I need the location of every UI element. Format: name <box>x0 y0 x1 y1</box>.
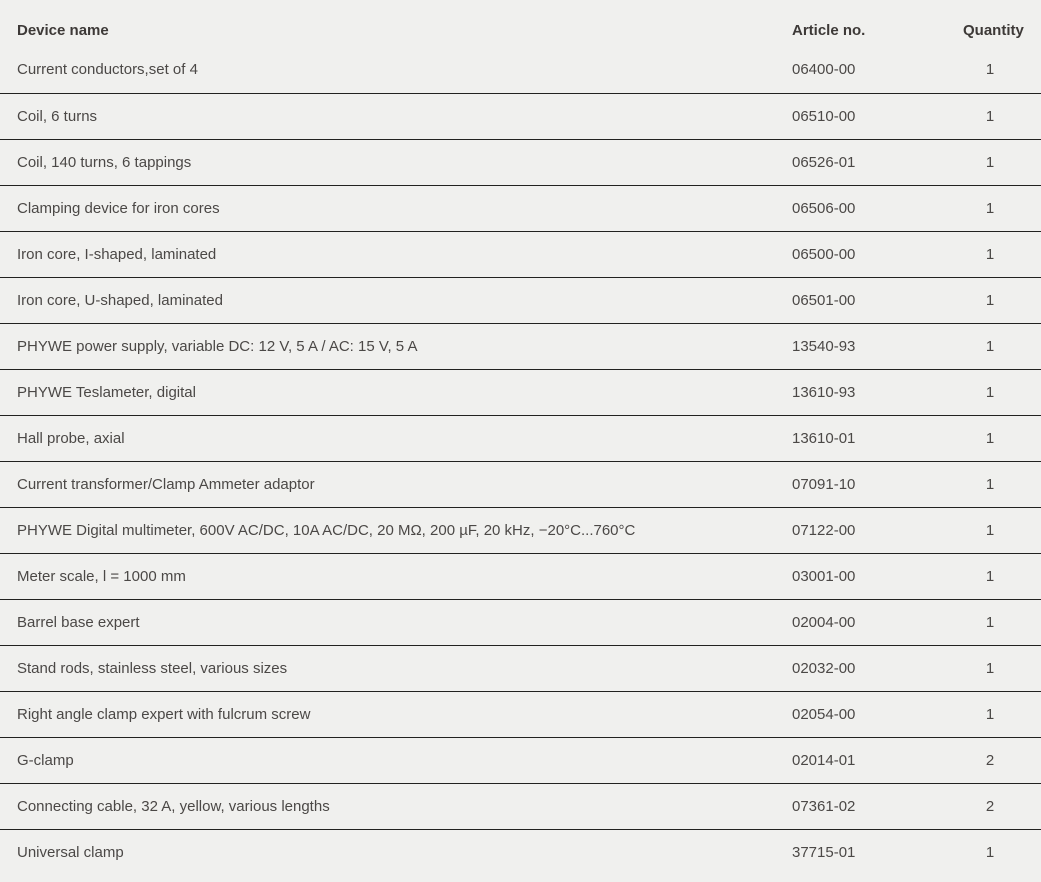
device-name-cell: G-clamp <box>0 737 792 783</box>
table-row <box>0 691 1041 737</box>
quantity-cell: 1 <box>963 139 1041 185</box>
device-name-cell: Current transformer/Clamp Ammeter adaptor <box>0 461 792 507</box>
device-name-cell: Clamping device for iron cores <box>0 185 792 231</box>
device-name-cell: PHYWE Digital multimeter, 600V AC/DC, 10A AC/DC, 20 MΩ, 200 µF, 20 kHz, −20°C...760°C <box>0 507 792 553</box>
header-row <box>0 0 1041 47</box>
article-no-cell: 06501-00 <box>792 277 963 323</box>
article-no-cell: 07361-02 <box>792 783 963 829</box>
column-header-article-no: Article no. <box>792 21 866 39</box>
table-row <box>0 415 1041 461</box>
quantity-cell: 1 <box>963 645 1041 691</box>
device-name-cell: Connecting cable, 32 A, yellow, various lengths <box>0 783 792 829</box>
quantity-cell: 1 <box>963 93 1041 139</box>
quantity-cell: 1 <box>963 369 1041 415</box>
device-name-cell: Universal clamp <box>0 829 792 875</box>
device-name-cell: Iron core, U-shaped, laminated <box>0 277 792 323</box>
column-header-device-name: Device name <box>17 21 109 39</box>
quantity-cell: 1 <box>963 553 1041 599</box>
article-no-cell: 06526-01 <box>792 139 963 185</box>
device-name-cell: PHYWE power supply, variable DC: 12 V, 5 A / AC: 15 V, 5 A <box>0 323 792 369</box>
quantity-cell: 1 <box>963 323 1041 369</box>
quantity-cell: 1 <box>963 415 1041 461</box>
article-no-cell: 06506-00 <box>792 185 963 231</box>
table-row <box>0 645 1041 691</box>
article-no-cell: 06510-00 <box>792 93 963 139</box>
device-name-cell: Meter scale, l = 1000 mm <box>0 553 792 599</box>
quantity-cell: 1 <box>963 277 1041 323</box>
table-row <box>0 783 1041 829</box>
column-header-quantity: Quantity <box>963 21 1024 39</box>
quantity-cell: 2 <box>963 783 1041 829</box>
device-name-cell: PHYWE Teslameter, digital <box>0 369 792 415</box>
quantity-cell: 2 <box>963 737 1041 783</box>
device-name-cell: Stand rods, stainless steel, various sizes <box>0 645 792 691</box>
quantity-cell: 1 <box>963 461 1041 507</box>
device-name-cell: Iron core, I-shaped, laminated <box>0 231 792 277</box>
quantity-cell: 1 <box>963 185 1041 231</box>
article-no-cell: 13610-01 <box>792 415 963 461</box>
table-row <box>0 139 1041 185</box>
table-row <box>0 323 1041 369</box>
quantity-cell: 1 <box>963 507 1041 553</box>
quantity-cell: 1 <box>963 599 1041 645</box>
table-row <box>0 599 1041 645</box>
quantity-cell: 1 <box>985 61 995 79</box>
table-row <box>0 737 1041 783</box>
table-row <box>0 185 1041 231</box>
article-no-cell: 02032-00 <box>792 645 963 691</box>
device-name-cell: Right angle clamp expert with fulcrum screw <box>0 691 792 737</box>
table-body <box>0 47 1041 875</box>
device-name-cell: Barrel base expert <box>0 599 792 645</box>
article-no-cell: 02054-00 <box>792 691 963 737</box>
quantity-cell: 1 <box>963 829 1041 875</box>
table-header <box>0 0 1041 47</box>
table-row <box>0 93 1041 139</box>
device-name-cell: Coil, 140 turns, 6 tappings <box>0 139 792 185</box>
table-row <box>0 231 1041 277</box>
article-no-cell: 13540-93 <box>792 323 963 369</box>
device-name-cell: Hall probe, axial <box>0 415 792 461</box>
article-no-cell: 37715-01 <box>792 829 963 875</box>
article-no-cell: 07122-00 <box>792 507 963 553</box>
table-row <box>0 507 1041 553</box>
article-no-cell: 02014-01 <box>792 737 963 783</box>
quantity-cell: 1 <box>963 691 1041 737</box>
article-no-cell: 06500-00 <box>792 231 963 277</box>
table-row <box>0 369 1041 415</box>
device-name-cell: Current conductors,set of 4 <box>17 61 198 79</box>
table-row <box>0 461 1041 507</box>
table-row <box>0 553 1041 599</box>
table-row <box>0 829 1041 875</box>
article-no-cell: 13610-93 <box>792 369 963 415</box>
article-no-cell: 07091-10 <box>792 461 963 507</box>
quantity-cell: 1 <box>963 231 1041 277</box>
article-no-cell: 06400-00 <box>792 61 856 79</box>
device-name-cell: Coil, 6 turns <box>0 93 792 139</box>
article-no-cell: 03001-00 <box>792 553 963 599</box>
table-row <box>0 277 1041 323</box>
article-no-cell: 02004-00 <box>792 599 963 645</box>
table-row <box>0 47 1041 93</box>
